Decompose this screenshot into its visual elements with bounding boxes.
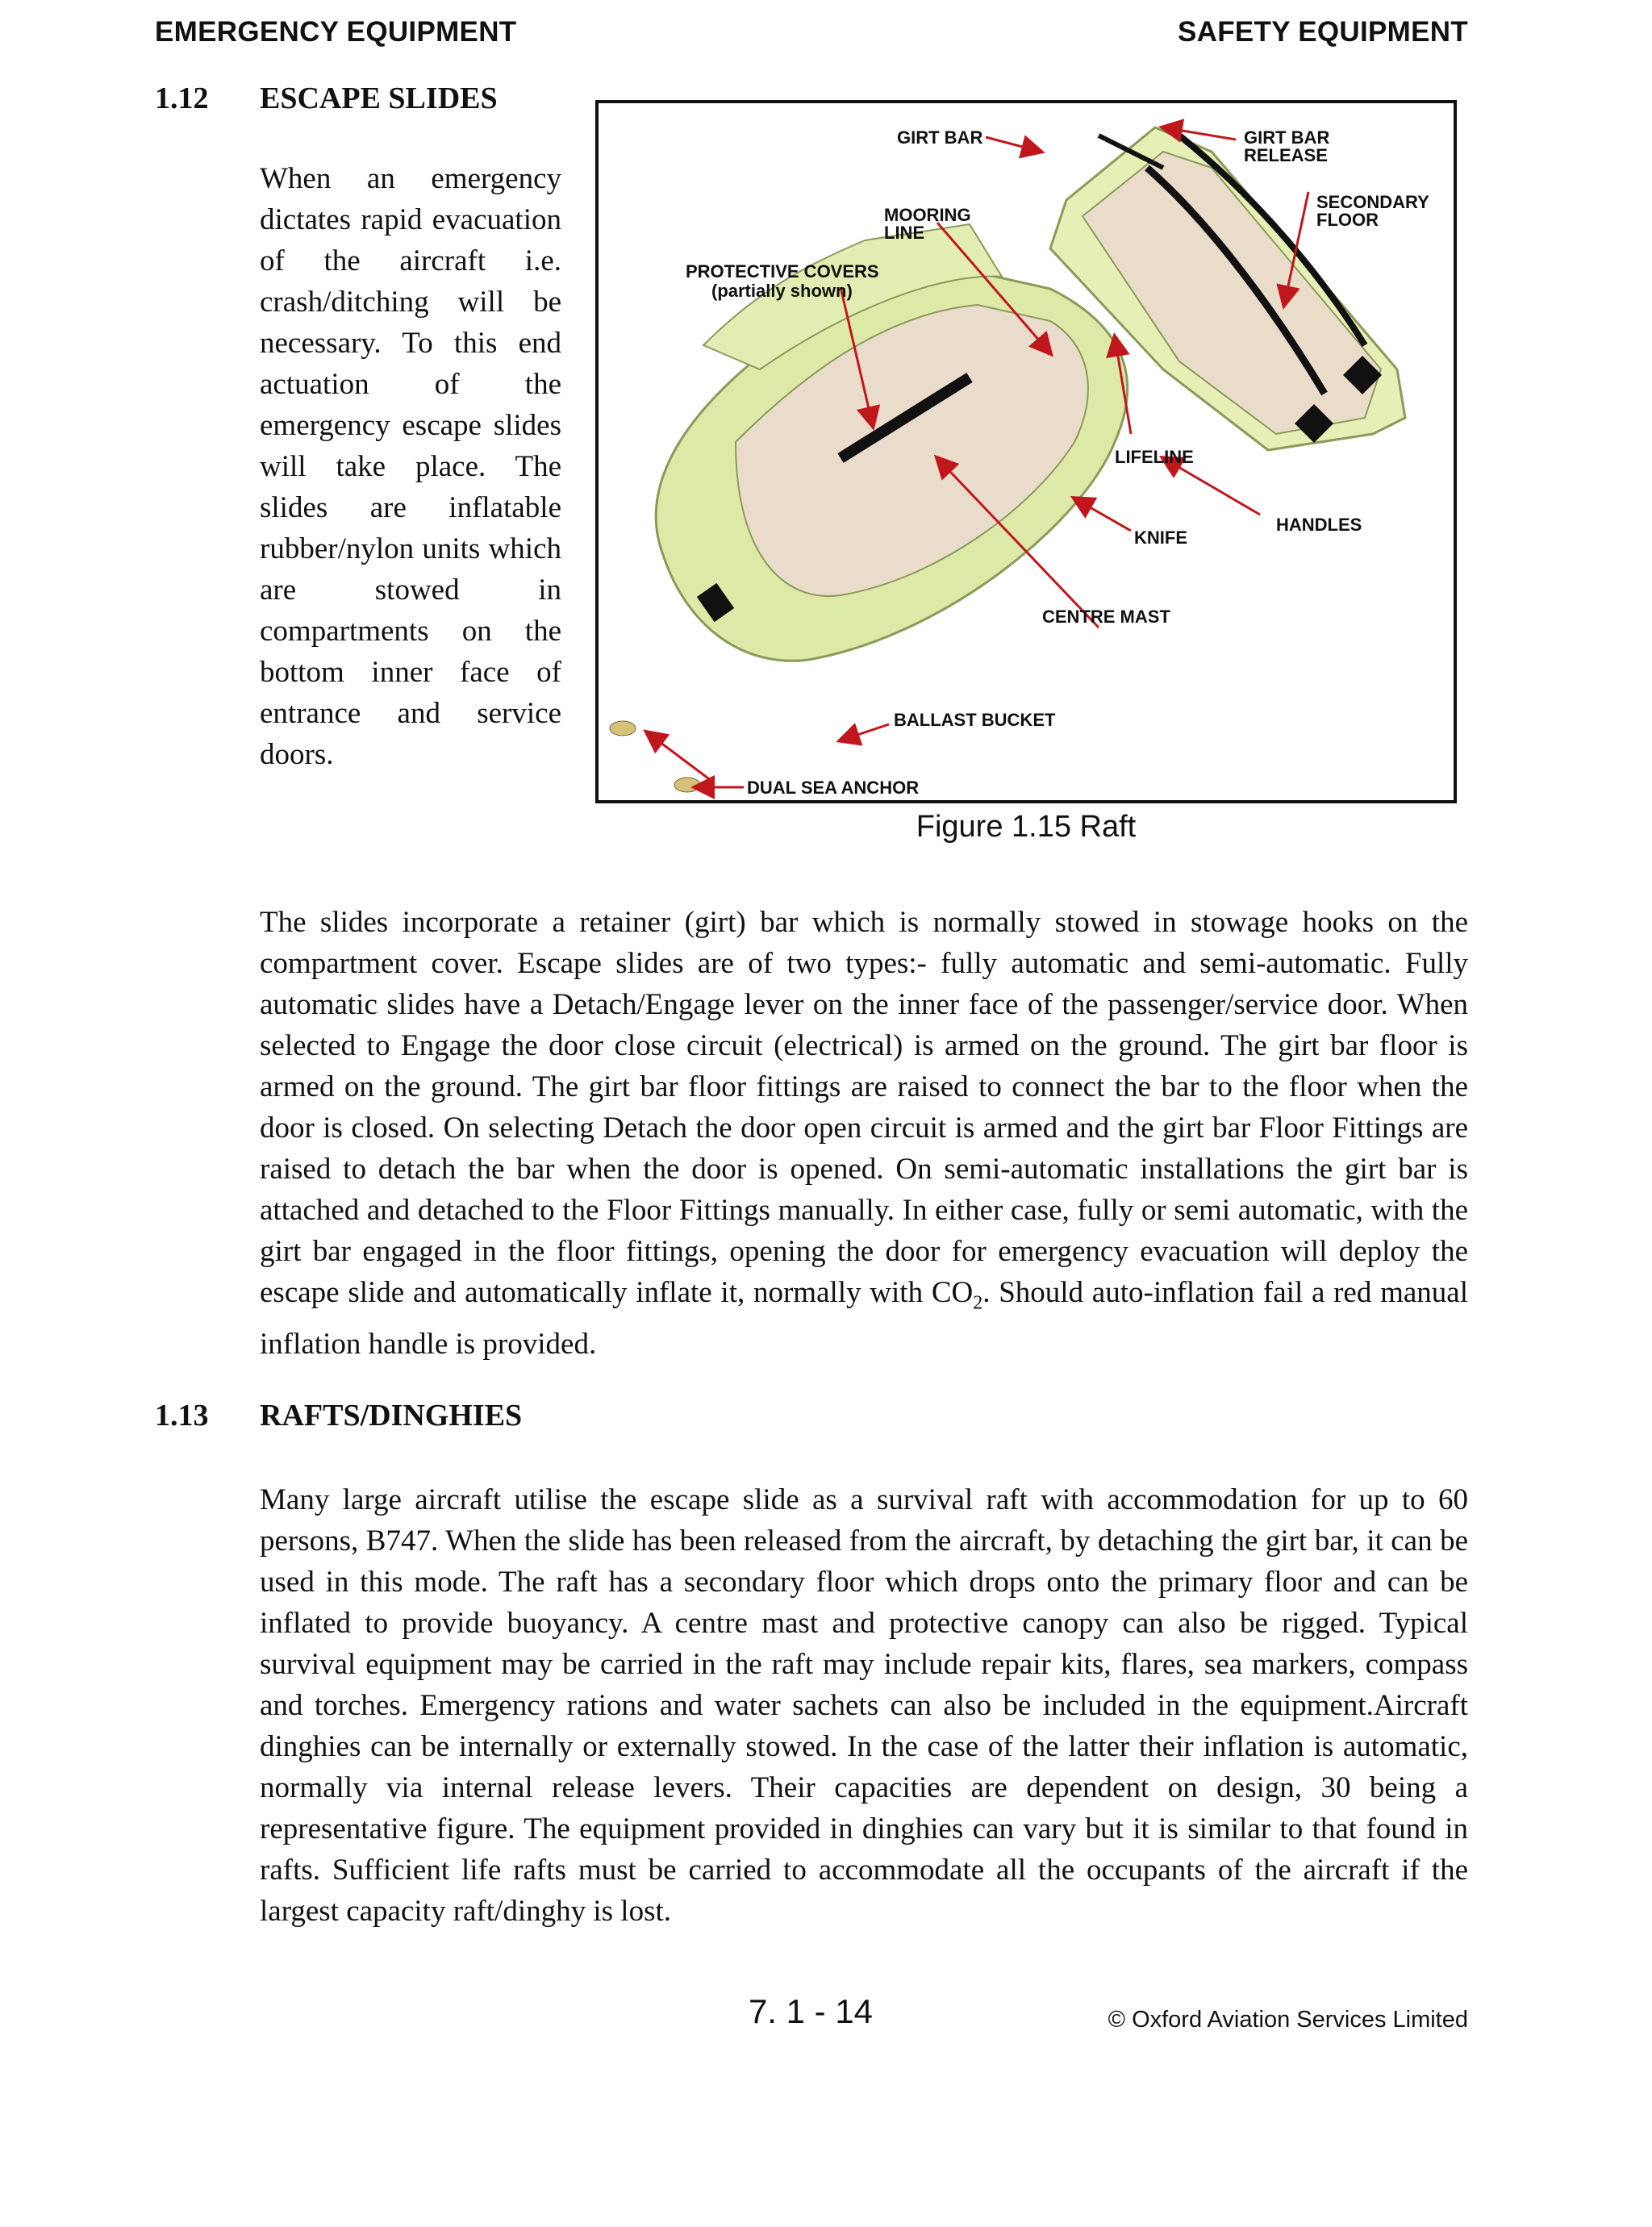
co2-subscript: 2 [973, 1292, 983, 1314]
label-knife: KNIFE [1134, 528, 1187, 548]
label-secondary-floor-2: FLOOR [1316, 210, 1379, 230]
intro-paragraph: When an emergency dictates rapid evacuation of the aircraft i.e. crash/ditching will be necessary. To this end actuation of the emergency escape slides will take place. The slides are inflatable rubber/nylon units which are stowed in compartments on the bottom inner face of entrance and service doors. [260, 162, 561, 771]
label-protective-covers: PROTECTIVE COVERS [686, 261, 879, 282]
section-title-2: RAFTS/DINGHIES [260, 1399, 523, 1433]
label-girt-bar-release-2: RELEASE [1244, 145, 1328, 165]
figure-caption: Figure 1.15 Raft [916, 810, 1137, 844]
slides-paragraph [260, 902, 1468, 1365]
section-number: 1.12 [155, 81, 209, 115]
arrow-sea-anchor-2 [647, 732, 711, 781]
page-number: 7. 1 - 14 [748, 1992, 874, 2030]
co2-rest-text: . Should auto-inflation fail a red manual inflation handle is provided. [260, 1276, 1468, 1362]
label-mooring-line-2: LINE [884, 223, 925, 243]
label-dual-sea-anchor: DUAL SEA ANCHOR [747, 778, 920, 798]
arrow-girt-bar [986, 137, 1041, 152]
rafts-paragraph: Many large aircraft utilise the escape slide as a survival raft with accommodation for up to 60 persons, B747. When the slide has been released from the aircraft, by detaching the girt bar, it can be used in this mode. The raft has a secondary floor which drops onto the primary floor and can be inflated to provide buoyancy. A centre mast and protective canopy can also be rigged. Typical survival equipment may be carried in the raft may include repair kits, flares, sea markers, compass and torches. Emergency rations and water sachets can also be included in the equipment.Aircraft dinghies can be internally or externally stowed. In the case of the latter their inflation is automatic, normally via internal release levers. Their capacities are dependent on design, 30 being a representative figure. The equipment provided in dinghies can vary but it is similar to that found in rafts. Sufficient life rafts must be carried to accommodate all the occupants of the aircraft if the largest capacity raft/dinghy is lost. [260, 1483, 1468, 1928]
co2-text: CO [931, 1276, 974, 1309]
label-secondary-floor-1: SECONDARY [1316, 192, 1429, 212]
section-number-2: 1.13 [155, 1399, 209, 1433]
label-handles: HANDLES [1276, 515, 1362, 535]
copyright: © Oxford Aviation Services Limited [1108, 2007, 1468, 2033]
label-ballast-bucket: BALLAST BUCKET [894, 710, 1056, 730]
label-mooring-line-1: MOORING [884, 205, 971, 225]
slides-paragraph-text: The slides incorporate a retainer (girt) bar which is normally stowed in stowage hooks on the compartment cover. Escape slides are of two types:- fully automatic and semi-automatic. Fully automatic slides have a Detach/Engage lever on the inner face of the passenger/service door. When selected to Engage the door close circuit (electrical) is armed on the ground. The girt bar floor is armed on the ground. The girt bar floor fittings are raised to connect the bar to the floor when the door is closed. On selecting Detach the door open circuit is armed and the girt bar Floor Fittings are raised to detach the bar when the door is opened. On semi-automatic installations the girt bar is attached and detached to the Floor Fittings manually. In either case, fully or semi automatic, with the girt bar engaged in the floor fittings, opening the door for emergency evacuation will deploy the escape slide and automatically inflate it, normally with [260, 906, 1468, 1309]
label-girt-bar: GIRT BAR [897, 127, 983, 148]
label-girt-bar-release-1: GIRT BAR [1244, 127, 1330, 148]
running-header-right: SAFETY EQUIPMENT [1177, 16, 1468, 48]
raft-left-icon [610, 224, 1128, 792]
raft-figure [595, 100, 1457, 803]
label-lifeline: LIFELINE [1115, 447, 1194, 467]
arrow-ballast-bucket [841, 724, 889, 740]
label-partially-shown: (partially shown) [711, 281, 853, 301]
running-header-left: EMERGENCY EQUIPMENT [155, 16, 517, 48]
raft-illustration [599, 103, 1454, 800]
label-centre-mast: CENTRE MAST [1042, 607, 1170, 627]
section-title: ESCAPE SLIDES [260, 81, 498, 115]
arrow-knife [1074, 498, 1131, 531]
